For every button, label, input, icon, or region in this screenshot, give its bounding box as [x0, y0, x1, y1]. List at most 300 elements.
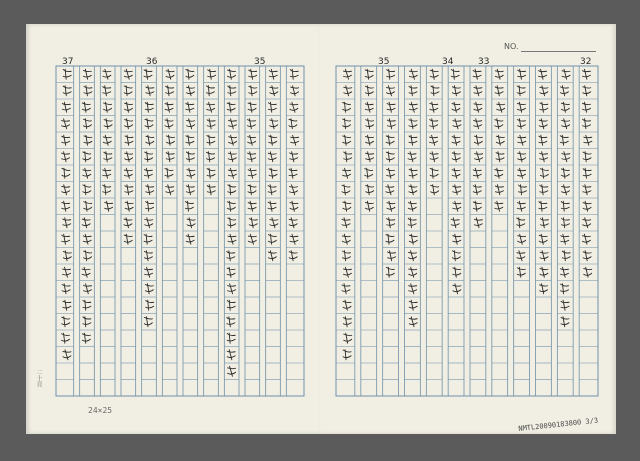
left-handwriting-glyph [146, 201, 154, 211]
left-handwriting-glyph [227, 350, 235, 360]
left-handwriting-glyph [145, 152, 153, 162]
left-handwriting-glyph [63, 86, 71, 96]
left-handwriting-glyph [83, 168, 91, 178]
right-handwriting-glyph [561, 234, 569, 244]
left-handwriting-glyph [62, 201, 70, 211]
right-handwriting-glyph [562, 119, 570, 129]
right-handwriting-glyph [453, 201, 461, 211]
left-handwriting-glyph [144, 69, 152, 79]
left-handwriting-glyph [62, 102, 70, 112]
left-handwriting-glyph [82, 333, 90, 343]
right-handwriting-glyph [517, 119, 525, 129]
left-handwriting-glyph [227, 267, 235, 277]
right-handwriting-glyph [430, 119, 438, 129]
right-handwriting-glyph [583, 251, 591, 261]
right-handwriting-glyph [583, 168, 591, 178]
right-handwriting-glyph [365, 201, 373, 211]
left-handwriting-glyph [290, 185, 298, 195]
right-handwriting-glyph [366, 185, 374, 195]
right-handwriting-glyph [561, 300, 569, 310]
right-handwriting-glyph [342, 251, 350, 261]
left-handwriting-glyph [207, 119, 215, 129]
left-handwriting-glyph [187, 168, 195, 178]
right-handwriting-glyph [453, 119, 461, 129]
left-page-grid [26, 24, 324, 434]
left-handwriting-glyph [62, 284, 70, 294]
left-handwriting-glyph [165, 168, 173, 178]
right-handwriting-glyph [539, 119, 547, 129]
right-handwriting-glyph [343, 102, 351, 112]
right-handwriting-glyph [344, 333, 352, 343]
left-handwriting-glyph [291, 86, 299, 96]
right-handwriting-glyph [431, 185, 439, 195]
right-handwriting-glyph [342, 218, 350, 228]
right-handwriting-glyph [452, 251, 460, 261]
right-handwriting-glyph [518, 135, 526, 145]
right-handwriting-glyph [430, 168, 438, 178]
right-column-number: 35 [378, 57, 390, 67]
left-handwriting-glyph [145, 267, 153, 277]
right-handwriting-glyph [562, 185, 570, 195]
left-handwriting-glyph [289, 119, 297, 129]
right-handwriting-glyph [343, 350, 351, 360]
right-handwriting-glyph [409, 119, 417, 129]
right-handwriting-glyph [474, 135, 482, 145]
left-handwriting-glyph [62, 119, 70, 129]
right-handwriting-glyph [409, 69, 417, 79]
right-handwriting-glyph [430, 102, 438, 112]
right-handwriting-glyph [365, 69, 373, 79]
right-handwriting-glyph [474, 119, 482, 129]
right-handwriting-glyph [409, 251, 417, 261]
left-handwriting-glyph [270, 218, 278, 228]
left-handwriting-glyph [166, 185, 174, 195]
right-handwriting-glyph [584, 267, 592, 277]
right-handwriting-glyph [539, 234, 547, 244]
right-handwriting-glyph [342, 234, 350, 244]
right-handwriting-glyph [386, 267, 394, 277]
right-handwriting-glyph [366, 135, 374, 145]
left-handwriting-glyph [63, 218, 71, 228]
left-handwriting-glyph [268, 234, 276, 244]
right-handwriting-glyph [366, 119, 374, 129]
left-handwriting-glyph [83, 185, 91, 195]
right-handwriting-glyph [473, 69, 481, 79]
left-handwriting-glyph [145, 119, 153, 129]
right-handwriting-glyph [540, 152, 548, 162]
left-handwriting-glyph [187, 119, 195, 129]
left-handwriting-glyph [124, 218, 132, 228]
right-handwriting-glyph [451, 218, 459, 228]
left-handwriting-glyph [144, 234, 152, 244]
right-handwriting-glyph [431, 86, 439, 96]
left-handwriting-glyph [125, 152, 133, 162]
left-handwriting-glyph [166, 135, 174, 145]
left-handwriting-glyph [227, 251, 235, 261]
left-handwriting-glyph [186, 86, 194, 96]
right-handwriting-glyph [409, 300, 417, 310]
right-handwriting-glyph [344, 152, 352, 162]
right-handwriting-glyph [517, 102, 525, 112]
right-handwriting-glyph [540, 267, 548, 277]
right-handwriting-glyph [540, 185, 548, 195]
right-handwriting-glyph [562, 251, 570, 261]
right-handwriting-glyph [495, 201, 503, 211]
left-handwriting-glyph [62, 185, 70, 195]
left-handwriting-glyph [103, 185, 111, 195]
left-handwriting-glyph [227, 317, 235, 327]
right-handwriting-glyph [583, 119, 591, 129]
left-handwriting-glyph [63, 350, 71, 360]
right-handwriting-glyph [539, 135, 547, 145]
left-handwriting-glyph [269, 168, 277, 178]
left-handwriting-glyph [228, 185, 236, 195]
left-handwriting-glyph [125, 102, 133, 112]
left-handwriting-glyph [166, 69, 174, 79]
left-handwriting-glyph [185, 201, 193, 211]
right-handwriting-glyph [409, 284, 417, 294]
left-handwriting-glyph [290, 201, 298, 211]
left-handwriting-glyph [227, 102, 235, 112]
right-handwriting-glyph [386, 135, 394, 145]
left-handwriting-glyph [248, 168, 256, 178]
left-handwriting-glyph [84, 201, 92, 211]
right-column-number: 34 [442, 57, 454, 67]
right-handwriting-glyph [561, 201, 569, 211]
right-handwriting-glyph [560, 86, 568, 96]
right-handwriting-glyph [496, 135, 504, 145]
left-handwriting-glyph [62, 168, 70, 178]
left-handwriting-glyph [62, 234, 70, 244]
left-handwriting-glyph [145, 102, 153, 112]
header-no-label: NO. [504, 42, 519, 51]
right-handwriting-glyph [343, 317, 351, 327]
right-handwriting-glyph [474, 86, 482, 96]
left-column-number: 35 [254, 57, 266, 67]
left-handwriting-glyph [83, 317, 91, 327]
right-handwriting-glyph [387, 119, 395, 129]
left-handwriting-glyph [146, 86, 154, 96]
right-handwriting-glyph [561, 102, 569, 112]
right-handwriting-glyph [561, 317, 569, 327]
left-handwriting-glyph [186, 135, 194, 145]
left-handwriting-glyph [144, 168, 152, 178]
left-handwriting-glyph [104, 102, 112, 112]
left-handwriting-glyph [207, 135, 215, 145]
left-handwriting-glyph [84, 135, 92, 145]
right-handwriting-glyph [473, 185, 481, 195]
left-handwriting-glyph [249, 218, 257, 228]
left-handwriting-glyph [249, 86, 257, 96]
right-handwriting-glyph [519, 185, 527, 195]
right-handwriting-glyph [453, 267, 461, 277]
right-handwriting-glyph [387, 69, 395, 79]
right-handwriting-glyph [343, 201, 351, 211]
left-handwriting-glyph [207, 168, 215, 178]
left-handwriting-glyph [63, 300, 71, 310]
right-handwriting-glyph [409, 234, 417, 244]
right-handwriting-glyph [495, 86, 503, 96]
left-handwriting-glyph [125, 119, 133, 129]
left-handwriting-glyph [144, 251, 152, 261]
left-page [26, 24, 324, 434]
left-handwriting-glyph [125, 135, 133, 145]
right-handwriting-glyph [495, 119, 503, 129]
right-handwriting-glyph [453, 284, 461, 294]
right-handwriting-glyph [386, 152, 394, 162]
left-handwriting-glyph [270, 86, 278, 96]
left-handwriting-glyph [186, 69, 194, 79]
left-handwriting-glyph [228, 168, 236, 178]
right-handwriting-glyph [387, 102, 395, 112]
left-handwriting-glyph [228, 218, 236, 228]
right-handwriting-glyph [408, 201, 416, 211]
right-column-number: 33 [478, 57, 490, 67]
left-handwriting-glyph [290, 102, 298, 112]
right-handwriting-glyph [387, 218, 395, 228]
right-handwriting-glyph [453, 185, 461, 195]
left-handwriting-glyph [268, 185, 276, 195]
right-handwriting-glyph [342, 185, 350, 195]
right-handwriting-glyph [343, 300, 351, 310]
right-handwriting-glyph [540, 218, 548, 228]
right-handwriting-glyph [430, 135, 438, 145]
left-handwriting-glyph [61, 333, 69, 343]
left-handwriting-glyph [228, 152, 236, 162]
left-handwriting-glyph [207, 185, 215, 195]
right-handwriting-glyph [495, 168, 503, 178]
left-handwriting-glyph [291, 135, 299, 145]
left-handwriting-glyph [248, 185, 256, 195]
right-handwriting-glyph [473, 168, 481, 178]
right-handwriting-glyph [386, 185, 394, 195]
right-handwriting-glyph [453, 234, 461, 244]
right-handwriting-glyph [365, 102, 373, 112]
left-handwriting-glyph [125, 185, 133, 195]
right-handwriting-glyph [409, 102, 417, 112]
left-handwriting-glyph [207, 102, 215, 112]
left-handwriting-glyph [186, 152, 194, 162]
left-handwriting-glyph [124, 69, 132, 79]
left-handwriting-glyph [228, 284, 236, 294]
right-handwriting-glyph [583, 86, 591, 96]
left-handwriting-glyph [227, 333, 235, 343]
right-handwriting-glyph [497, 102, 505, 112]
page-number: 32 [580, 57, 592, 67]
right-handwriting-glyph [540, 102, 548, 112]
left-handwriting-glyph [206, 86, 214, 96]
left-handwriting-glyph [268, 251, 276, 261]
left-handwriting-glyph [229, 135, 237, 145]
right-handwriting-glyph [560, 135, 568, 145]
left-handwriting-glyph [103, 135, 111, 145]
right-handwriting-glyph [430, 152, 438, 162]
right-handwriting-glyph [343, 168, 351, 178]
left-handwriting-glyph [228, 234, 236, 244]
right-handwriting-glyph [344, 86, 352, 96]
right-handwriting-glyph [496, 152, 504, 162]
right-handwriting-glyph [409, 185, 417, 195]
left-handwriting-glyph [270, 119, 278, 129]
left-handwriting-glyph [228, 69, 236, 79]
left-handwriting-glyph [208, 69, 216, 79]
left-handwriting-glyph [146, 185, 154, 195]
left-handwriting-glyph [248, 201, 256, 211]
left-handwriting-glyph [165, 102, 173, 112]
left-handwriting-glyph [248, 135, 256, 145]
left-handwriting-glyph [227, 300, 235, 310]
right-handwriting-glyph [408, 152, 416, 162]
right-handwriting-glyph [517, 201, 525, 211]
right-handwriting-glyph [540, 168, 548, 178]
right-handwriting-glyph [540, 86, 548, 96]
right-handwriting-glyph [409, 135, 417, 145]
left-handwriting-glyph [84, 86, 92, 96]
left-handwriting-glyph [83, 119, 91, 129]
left-handwriting-glyph [289, 251, 297, 261]
left-handwriting-glyph [146, 300, 154, 310]
left-handwriting-glyph [248, 102, 256, 112]
right-handwriting-glyph [583, 185, 591, 195]
archive-stamp: NMTL20090183800 3/3 [518, 416, 599, 433]
right-handwriting-glyph [365, 86, 373, 96]
right-handwriting-glyph [365, 168, 373, 178]
left-handwriting-glyph [290, 69, 298, 79]
left-handwriting-glyph [227, 201, 235, 211]
left-handwriting-glyph [82, 102, 90, 112]
left-handwriting-glyph [103, 86, 111, 96]
right-handwriting-glyph [452, 135, 460, 145]
right-handwriting-glyph [452, 86, 460, 96]
right-handwriting-glyph [582, 69, 590, 79]
right-handwriting-glyph [430, 69, 438, 79]
right-handwriting-glyph [540, 251, 548, 261]
left-handwriting-glyph [290, 234, 298, 244]
right-handwriting-glyph [540, 284, 548, 294]
left-handwriting-glyph [144, 317, 152, 327]
left-handwriting-glyph [268, 201, 276, 211]
left-handwriting-glyph [124, 234, 132, 244]
right-handwriting-glyph [517, 86, 525, 96]
left-handwriting-glyph [82, 218, 90, 228]
left-handwriting-glyph [103, 168, 111, 178]
left-handwriting-glyph [228, 86, 236, 96]
left-handwriting-glyph [249, 69, 257, 79]
right-handwriting-glyph [583, 152, 591, 162]
left-handwriting-glyph [83, 234, 91, 244]
left-handwriting-glyph [145, 218, 153, 228]
right-handwriting-glyph [366, 152, 374, 162]
left-handwriting-glyph [63, 69, 71, 79]
left-handwriting-glyph [186, 185, 194, 195]
left-handwriting-glyph [269, 135, 277, 145]
left-handwriting-glyph [187, 218, 195, 228]
left-handwriting-glyph [62, 135, 70, 145]
right-handwriting-glyph [495, 185, 503, 195]
right-page [318, 24, 616, 434]
right-handwriting-glyph [386, 234, 394, 244]
right-handwriting-glyph [342, 284, 350, 294]
right-handwriting-glyph [582, 234, 590, 244]
left-handwriting-glyph [166, 152, 174, 162]
right-handwriting-glyph [409, 267, 417, 277]
left-handwriting-glyph [268, 102, 276, 112]
right-handwriting-glyph [409, 168, 417, 178]
left-handwriting-glyph [269, 69, 277, 79]
right-handwriting-glyph [561, 218, 569, 228]
right-handwriting-glyph [452, 152, 460, 162]
right-handwriting-glyph [451, 69, 459, 79]
left-handwriting-glyph [62, 317, 70, 327]
left-handwriting-glyph [124, 168, 132, 178]
left-column-number: 37 [62, 57, 74, 67]
left-handwriting-glyph [207, 152, 215, 162]
right-handwriting-glyph [584, 135, 592, 145]
left-handwriting-glyph [145, 284, 153, 294]
left-handwriting-glyph [104, 119, 112, 129]
right-handwriting-glyph [343, 267, 351, 277]
left-handwriting-glyph [83, 300, 91, 310]
left-handwriting-glyph [84, 251, 92, 261]
right-page-grid [318, 24, 616, 434]
left-handwriting-glyph [104, 152, 112, 162]
right-handwriting-glyph [474, 102, 482, 112]
left-handwriting-glyph [84, 284, 92, 294]
left-handwriting-glyph [63, 267, 71, 277]
left-handwriting-glyph [105, 201, 113, 211]
left-handwriting-glyph [63, 251, 71, 261]
right-handwriting-glyph [473, 201, 481, 211]
right-handwriting-glyph [518, 168, 526, 178]
right-handwriting-glyph [517, 267, 525, 277]
right-handwriting-glyph [583, 201, 591, 211]
right-handwriting-glyph [517, 218, 525, 228]
right-handwriting-glyph [409, 317, 417, 327]
left-handwriting-glyph [228, 119, 236, 129]
left-column-number: 36 [146, 57, 158, 67]
right-handwriting-glyph [495, 69, 503, 79]
left-handwriting-glyph [83, 69, 91, 79]
right-handwriting-glyph [452, 168, 460, 178]
left-handwriting-glyph [82, 267, 90, 277]
right-handwriting-glyph [343, 135, 351, 145]
right-handwriting-glyph [562, 152, 570, 162]
left-handwriting-glyph [146, 135, 154, 145]
right-handwriting-glyph [518, 234, 526, 244]
right-handwriting-glyph [388, 251, 396, 261]
right-handwriting-glyph [387, 168, 395, 178]
right-handwriting-glyph [539, 201, 547, 211]
left-handwriting-glyph [124, 86, 132, 96]
right-handwriting-glyph [475, 152, 483, 162]
right-handwriting-glyph [518, 152, 526, 162]
right-handwriting-glyph [561, 284, 569, 294]
left-handwriting-glyph [247, 119, 255, 129]
left-handwriting-glyph [165, 119, 173, 129]
left-handwriting-glyph [186, 234, 194, 244]
right-handwriting-glyph [562, 69, 570, 79]
right-handwriting-glyph [583, 218, 591, 228]
right-handwriting-glyph [561, 168, 569, 178]
left-handwriting-glyph [289, 218, 297, 228]
left-handwriting-glyph [125, 201, 133, 211]
left-handwriting-glyph [83, 152, 91, 162]
right-handwriting-glyph [560, 267, 568, 277]
right-handwriting-glyph [408, 218, 416, 228]
left-handwriting-glyph [62, 152, 70, 162]
margin-note: 二十頁 [35, 369, 42, 387]
right-handwriting-glyph [474, 218, 482, 228]
